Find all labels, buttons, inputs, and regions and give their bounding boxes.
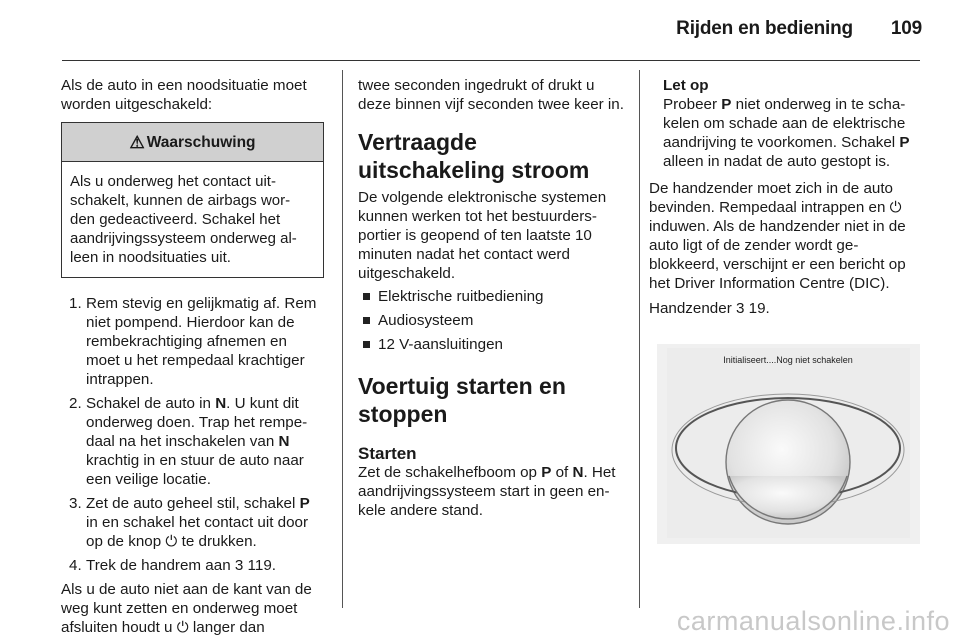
list-item: Audiosysteem bbox=[358, 311, 624, 330]
remote-text: De handzender moet zich in de auto bevinden. Rempedaal intrappen en ⏻ induwen. Als de handzender niet in de auto ligt of de zender wordt ge- blokkeerd, verschijnt er een bericht op het Driver Information Centre (DIC). bbox=[649, 180, 906, 292]
list-item: Elektrische ruitbediening bbox=[358, 287, 624, 306]
delayed-shutdown-text: De volgende elektronische systemen kunnen werken tot het bestuurders- portier is geopend of ten laatste 10 minuten nadat het contact werd uitgeschakeld. bbox=[358, 189, 607, 282]
list-item: 1. Rem stevig en gelijkmatig af. Rem niet pompend. Hierdoor kan de rembekrachtiging afnemen en moet u het rempedaal krachtiger intrappen. bbox=[69, 295, 317, 388]
display-message: Initialiseert....Nog niet schakelen bbox=[723, 355, 853, 365]
power-button-icon: ⏻ bbox=[165, 533, 178, 550]
steps-list bbox=[61, 294, 324, 575]
note-text: Probeer P niet onderweg in te scha- kelen om schade aan de elektrische aandrijving te voorkomen. Schakel P alleen in nadat de auto gestopt is. bbox=[663, 96, 910, 170]
list-item: 4. Trek de handrem aan 3 119. bbox=[69, 557, 276, 574]
remote-reference: Handzender 3 19. bbox=[649, 300, 770, 317]
column-2 bbox=[358, 76, 624, 526]
page-reference-icon: 3 bbox=[234, 557, 244, 574]
list-item: 2. Schakel de auto in N. U kunt dit onderweg doen. Trap het rempe- daal na het inschakelen van N krachtig in en stuur de auto naar een veilige locatie. bbox=[69, 395, 308, 488]
power-button-icon: ⏻ bbox=[176, 619, 189, 636]
header-title: Rijden en bediening bbox=[676, 18, 853, 39]
watermark: carmanualsonline.info bbox=[676, 606, 950, 636]
note-block bbox=[657, 76, 923, 171]
warning-text: Als u onderweg het contact uit- schakelt, kunnen de airbags wor- den gedeactiveerd. Schakel het aandrijvingssysteem onderweg al- leen in noodsituaties uit. bbox=[70, 173, 297, 266]
header-rule bbox=[62, 60, 920, 61]
note-title: Let op bbox=[663, 77, 709, 94]
planet-ring-illustration bbox=[657, 344, 920, 544]
list-item: 12 V-aansluitingen bbox=[358, 335, 624, 354]
subheading-starting: Starten bbox=[358, 444, 417, 463]
column-3 bbox=[649, 76, 923, 324]
starting-text: Zet de schakelhefboom op P of N. Het aandrijvingssysteem start in geen en- kele andere stand. bbox=[358, 464, 616, 519]
continued-text: twee seconden ingedrukt of drukt u deze binnen vijf seconden twee keer in. bbox=[358, 77, 624, 113]
column-divider-1 bbox=[342, 70, 343, 608]
outro-text: Als u de auto niet aan de kant van de weg kunt zetten en onderweg moet afsluiten houdt u ⏻ langer dan bbox=[61, 581, 312, 636]
page-reference-icon: 3 bbox=[735, 300, 745, 317]
page-number: 109 bbox=[890, 18, 922, 39]
bullet-list bbox=[358, 287, 624, 354]
list-item: 3. Zet de auto geheel stil, schakel P in en schakel het contact uit door op de knop ⏻ te drukken. bbox=[69, 495, 310, 550]
column-1 bbox=[61, 76, 324, 643]
warning-title: Waarschuwing bbox=[146, 133, 256, 151]
page-header bbox=[676, 18, 922, 40]
section-heading-start-stop: Voertuig starten en stoppen bbox=[358, 373, 566, 427]
dic-display-figure bbox=[657, 344, 920, 544]
intro-text: Als de auto in een noodsituatie moet worden uitgeschakeld: bbox=[61, 77, 307, 113]
power-button-icon: ⏻ bbox=[889, 199, 902, 216]
column-divider-2 bbox=[639, 70, 640, 608]
warning-triangle-icon: ⚠ bbox=[129, 132, 145, 152]
section-heading-delayed-shutdown: Vertraagde uitschakeling stroom bbox=[358, 129, 590, 183]
warning-header bbox=[62, 123, 323, 162]
warning-box bbox=[61, 122, 324, 278]
